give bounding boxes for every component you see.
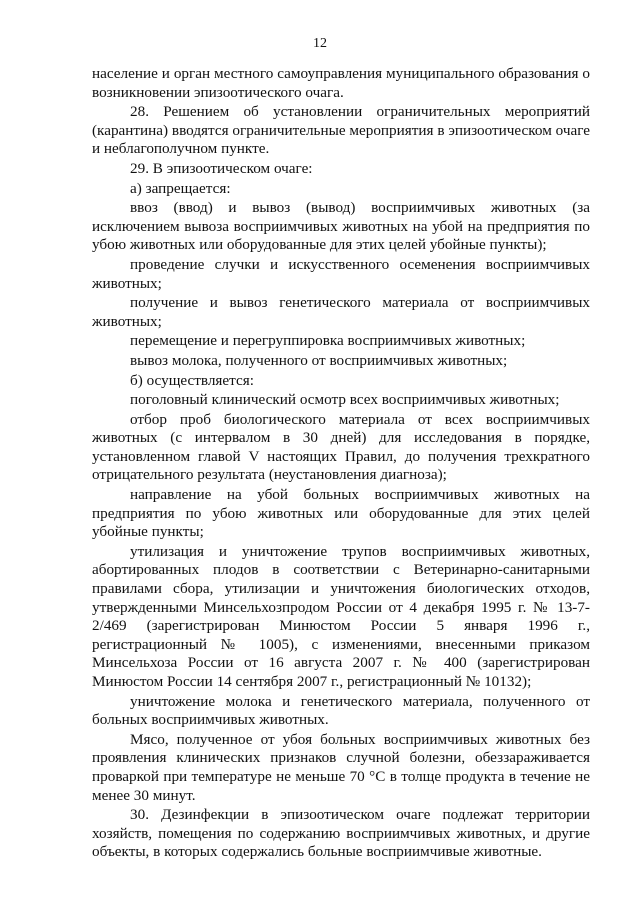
paragraph: Мясо, полученное от убоя больных восприимчивых животных без проявления клинических признаков случной болезни, обеззараживается проваркой при температуре не меньше 70 °С в толще продукта в течение не менее 30 минут.: [92, 730, 590, 804]
page-number: 12: [313, 36, 327, 51]
paragraph: уничтожение молока и генетического материала, полученного от больных восприимчивых животных.: [92, 692, 590, 729]
paragraph: вывоз молока, полученного от восприимчивых животных;: [130, 351, 508, 369]
paragraph: перемещение и перегруппировка восприимчивых животных;: [130, 332, 526, 350]
paragraph: отбор проб биологического материала от всех восприимчивых животных (с интервалом в 30 дней) для исследования в порядке, установленном главой V настоящих Правил, до получения трехкратного отрицательного результата (неустановления диагноза);: [92, 410, 590, 484]
paragraph: ввоз (ввод) и вывоз (вывод) восприимчивых животных (за исключением вывоза восприимчивых животных на убой на предприятия по убою животных или оборудованные для этих целей убойные пункты);: [92, 199, 590, 254]
paragraph: а) запрещается:: [130, 179, 231, 197]
paragraph: проведение случки и искусственного осеменения восприимчивых животных;: [92, 255, 590, 292]
paragraph: получение и вывоз генетического материала от восприимчивых животных;: [92, 294, 590, 330]
paragraph: б) осуществляется:: [130, 371, 254, 389]
document-body: [92, 65, 590, 862]
paragraph: утилизация и уничтожение трупов восприимчивых животных, абортированных плодов в соответствии с Ветеринарно-санитарными правилами сбора, утилизации и уничтожения биологических отходов, утвержденными Минсельхозпродом России от 4 декабря 1995 г. № 13-7-2/469 (зарегистрирован Минюстом России 5 января 1996 г., регистрационный № 1005), с изменениями, внесенными приказом Минсельхоза России от 16 августа 2007 г. № 400 (зарегистрирован Минюстом России 14 сентября 2007 г., регистрационный № 10132);: [92, 542, 590, 690]
paragraph: 30. Дезинфекции в эпизоотическом очаге подлежат территории хозяйств, помещения по содержанию восприимчивых животных, и другие объекты, в которых содержались больные восприимчивые животные.: [92, 806, 590, 861]
paragraph: поголовный клинический осмотр всех восприимчивых животных;: [130, 391, 560, 409]
paragraph: 28. Решением об установлении ограничительных мероприятий (карантина) вводятся ограничительные мероприятия в эпизоотическом очаге и неблагополучном пункте.: [92, 103, 590, 158]
paragraph: 29. В эпизоотическом очаге:: [130, 159, 313, 177]
paragraph: направление на убой больных восприимчивых животных на предприятия по убою животных или оборудованные для этих целей убойные пункты;: [92, 486, 590, 541]
paragraph: население и орган местного самоуправления муниципального образования о возникновении эпизоотического очага.: [92, 65, 590, 101]
